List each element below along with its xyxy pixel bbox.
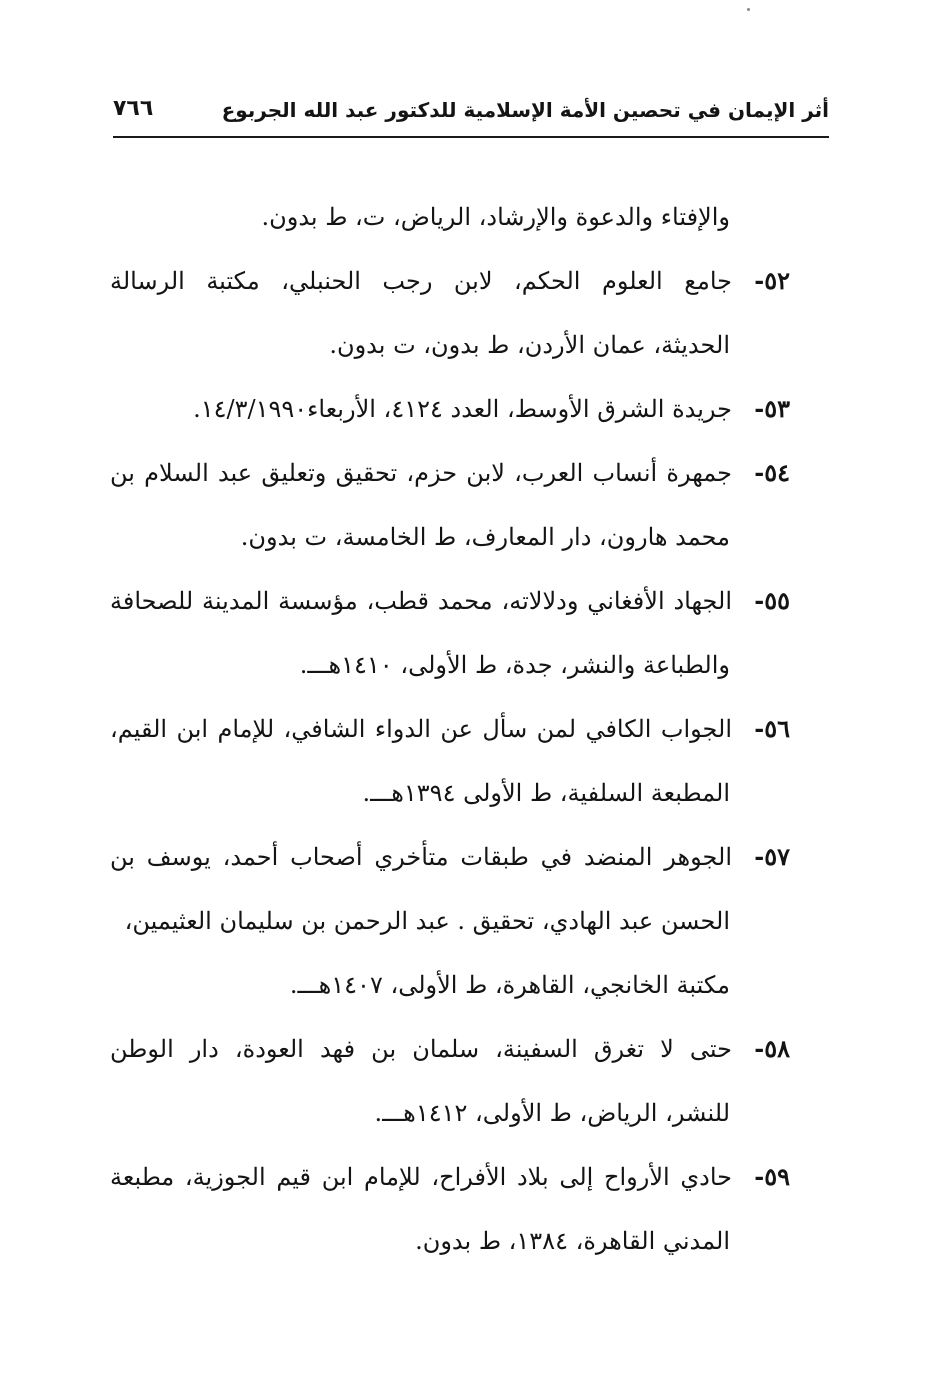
entry-number: ٥٢- bbox=[754, 266, 790, 295]
entry-number: ٥٥- bbox=[754, 586, 790, 615]
entry-number: ٥٧- bbox=[754, 842, 790, 871]
entry-continuation-line bbox=[110, 1209, 790, 1273]
entry-text: المدني القاهرة، ١٣٨٤، ط بدون. bbox=[415, 1227, 730, 1255]
entry-text: للنشر، الرياض، ط الأولى، ١٤١٢هـــ. bbox=[374, 1099, 730, 1127]
entry-text: الحسن عبد الهادي، تحقيق . عبد الرحمن بن سليمان العثيمين، bbox=[124, 907, 730, 935]
entry-text: حتى لا تغرق السفينة، سلمان بن فهد العودة، دار الوطن bbox=[110, 1035, 732, 1063]
entry-continuation-line bbox=[110, 505, 790, 569]
entry-text: مكتبة الخانجي، القاهرة، ط الأولى، ١٤٠٧هـــ. bbox=[289, 971, 730, 999]
entry-continuation-line bbox=[110, 633, 790, 697]
entry-number: ٥٤- bbox=[754, 458, 790, 487]
entry-continuation-line bbox=[110, 761, 790, 825]
entry-number: ٥٩- bbox=[754, 1162, 790, 1191]
entry-text: جمهرة أنساب العرب، لابن حزم، تحقيق وتعليق عبد السلام بن bbox=[110, 459, 732, 487]
entry-continuation-line bbox=[110, 889, 790, 953]
entry-text: الحديثة، عمان الأردن، ط بدون، ت بدون. bbox=[329, 331, 730, 359]
scan-speck bbox=[747, 8, 750, 11]
entry-number: ٥٨- bbox=[754, 1034, 790, 1063]
entry-text: الجواب الكافي لمن سأل عن الدواء الشافي، للإمام ابن القيم، bbox=[110, 715, 732, 743]
entry-continuation-line bbox=[110, 1081, 790, 1145]
entry-number: ٥٣- bbox=[754, 394, 790, 423]
entry-continuation-line bbox=[110, 313, 790, 377]
bibliography-entry-52 bbox=[110, 249, 790, 313]
entry-number: ٥٦- bbox=[754, 714, 790, 743]
bibliography-entry-59 bbox=[110, 1145, 790, 1209]
entry-continuation-line bbox=[110, 185, 790, 249]
entry-text: والطباعة والنشر، جدة، ط الأولى، ١٤١٠هـــ. bbox=[299, 651, 730, 679]
entry-text: جريدة الشرق الأوسط، العدد ٤١٢٤، الأربعاء١٤/٣/١٩٩٠. bbox=[193, 395, 732, 423]
running-header bbox=[113, 92, 829, 132]
entry-text: محمد هارون، دار المعارف، ط الخامسة، ت بدون. bbox=[240, 523, 730, 551]
entry-text: الجوهر المنضد في طبقات متأخري أصحاب أحمد، يوسف بن bbox=[110, 843, 732, 871]
header-title: أثر الإيمان في تحصين الأمة الإسلامية للدكتور عبد الله الجربوع bbox=[221, 98, 829, 122]
header-divider bbox=[113, 136, 829, 138]
entry-text: المطبعة السلفية، ط الأولى ١٣٩٤هـــ. bbox=[362, 779, 730, 807]
entry-text: جامع العلوم الحكم، لابن رجب الحنبلي، مكتبة الرسالة bbox=[110, 267, 732, 295]
entry-text: الجهاد الأفغاني ودلالاته، محمد قطب، مؤسسة المدينة للصحافة bbox=[110, 587, 732, 615]
bibliography-entry-56 bbox=[110, 697, 790, 761]
page-number: ٧٦٦ bbox=[113, 96, 154, 121]
bibliography-entry-54 bbox=[110, 441, 790, 505]
entry-text: والإفتاء والدعوة والإرشاد، الرياض، ت، ط بدون. bbox=[261, 203, 730, 231]
bibliography-list bbox=[110, 185, 790, 1273]
bibliography-entry-57 bbox=[110, 825, 790, 889]
entry-text: حادي الأرواح إلى بلاد الأفراح، للإمام ابن قيم الجوزية، مطبعة bbox=[110, 1163, 732, 1191]
entry-continuation-line bbox=[110, 953, 790, 1017]
bibliography-entry-58 bbox=[110, 1017, 790, 1081]
bibliography-entry-55 bbox=[110, 569, 790, 633]
bibliography-entry-53 bbox=[110, 377, 790, 441]
